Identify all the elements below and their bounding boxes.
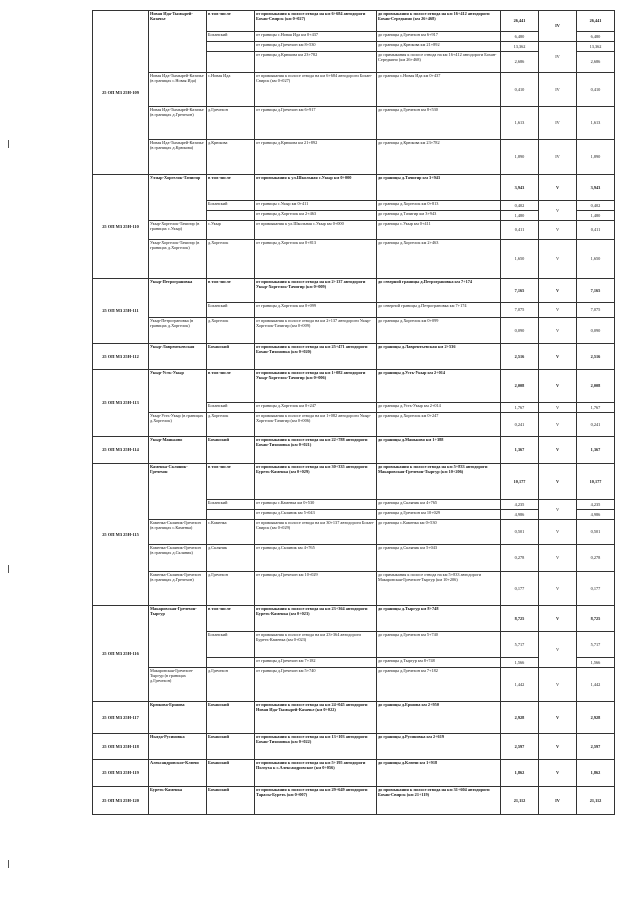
table-row	[93, 606, 615, 632]
road-category: V	[539, 201, 577, 221]
road-category: V	[539, 500, 577, 520]
road-to: до границы д.Тыргур км 8+748	[377, 658, 501, 668]
road-length-total: 0,501	[577, 520, 615, 545]
margin-mark	[8, 860, 9, 868]
road-code: 25 ОП МЗ 25Н-110	[93, 175, 149, 279]
road-length-total: 0,241	[577, 413, 615, 437]
road-length: 3,943	[501, 175, 539, 201]
road-length: 1,650	[501, 240, 539, 279]
road-from: от примыкания к полосе отвода на км 23+364 автодороги Буреть-Каменка (км 0+023)	[255, 632, 377, 658]
road-type: Боханский	[207, 702, 255, 734]
table-row	[93, 760, 615, 787]
road-length: 21,112	[501, 787, 539, 815]
road-to: до границы д.Гречехон км 8+530	[377, 107, 501, 140]
road-to: до границы д.Крюкова км 23+782	[377, 140, 501, 175]
road-to: до границы д.Гречехон км 5+740	[377, 632, 501, 658]
road-code: 25 ОП МЗ 25Н-116	[93, 606, 149, 702]
road-to: до границы д.Тыргур км 8+748	[377, 606, 501, 632]
table-row	[93, 702, 615, 734]
road-to: до границы д.Хоргелок км 2+463	[377, 240, 501, 279]
road-category: V	[539, 303, 577, 318]
road-to: до примыкания к полосе отвода на км 5+833 автодороги Макаровская-Гречехон-Тыргур (км 10+206)	[377, 464, 501, 500]
roads-table	[92, 10, 615, 815]
table-row	[93, 413, 615, 437]
road-length-total: 1,650	[577, 240, 615, 279]
road-length: 1,442	[501, 668, 539, 702]
road-name: Каменка-Скляник-Гречехон (в границах д.Гречехон)	[149, 572, 207, 606]
road-from: от границы д.Хоргелок км 0+813	[255, 240, 377, 279]
road-code: 25 ОП МЗ 25Н-115	[93, 464, 149, 606]
road-name: Укыр-Хоргелок-Тачигир (в границах д.Хоргелок)	[149, 240, 207, 279]
road-from: от примыкания к полосе отвода на км 22+788 автодороги Бохан-Тихоновка (км 0+021)	[255, 437, 377, 464]
road-to: до границы д.Ключи км 1+918	[377, 760, 501, 787]
road-name: Каменка-Скляник-Гречехон (в границах д.Скляник)	[149, 545, 207, 572]
road-to: до границы д.Гречехон км 6+917	[377, 32, 501, 42]
table-row	[93, 787, 615, 815]
road-length: 1,367	[501, 437, 539, 464]
road-from: от границы д.Хоргелок км 0+099	[255, 303, 377, 318]
road-length-total: 0,410	[577, 73, 615, 107]
road-length: 0,411	[501, 221, 539, 240]
road-to: до границы д.Маньково км 1+388	[377, 437, 501, 464]
road-type	[207, 658, 255, 668]
road-length: 1,566	[501, 658, 539, 668]
road-to: до границы д.Гречехон км 10+029	[377, 510, 501, 520]
road-category: V	[539, 632, 577, 668]
road-from: от границы д.Крюкова км 21+892	[255, 140, 377, 175]
road-category: V	[539, 606, 577, 632]
road-category: V	[539, 413, 577, 437]
road-to: до примыкания к полосе отвода на км 31+604 автодороги Бохан-Свирск (км 21+119)	[377, 787, 501, 815]
road-name: Новая Ида-Тымырей-Казачье (в границах с.Новая Ида)	[149, 73, 207, 107]
road-from: от примыкания к полосе отвода на км 2+137 автодороги Укыр-Хоргелок-Тачигир (км 0+009)	[255, 279, 377, 303]
road-to: до границы д.Ершова км 2+950	[377, 702, 501, 734]
road-from: от примыкания к полосе отвода на км 6+684 автодороги Бохан-Свирск (км 0+027)	[255, 73, 377, 107]
road-length: 1,862	[501, 760, 539, 787]
road-length-total: 4,235	[577, 500, 615, 510]
road-length: 7,165	[501, 279, 539, 303]
road-length-total: 3,943	[577, 175, 615, 201]
road-code: 25 ОП МЗ 25Н-118	[93, 734, 149, 760]
road-type: д.Крюкова	[207, 140, 255, 175]
table-row	[93, 318, 615, 344]
road-length: 1,613	[501, 107, 539, 140]
road-from: от границы д.Гречехон км 5+740	[255, 668, 377, 702]
road-to: до границы д.Хоргелок км 0+099	[377, 318, 501, 344]
road-type: Боханский	[207, 734, 255, 760]
road-from: от границы д.Хоргелок км 2+463	[255, 211, 377, 221]
table-row	[93, 11, 615, 32]
road-type	[207, 510, 255, 520]
road-length-total: 6,480	[577, 32, 615, 42]
table-row	[93, 279, 615, 303]
road-type: Боханский	[207, 32, 255, 42]
road-category: V	[539, 240, 577, 279]
road-from: от примыкания к полосе отвода на км 2+137 автодороги Укыр-Хоргелок-Тачигир (км 0+009)	[255, 318, 377, 344]
road-to: до границы д.Усть-Укыр км 2+014	[377, 370, 501, 403]
road-name: Укыр-Петрограновка (в границах д.Хоргелок)	[149, 318, 207, 344]
table-row	[93, 73, 615, 107]
road-to: до северной границы д.Петрограновка км 7+174	[377, 303, 501, 318]
road-to: до границы д.Скляник км 5+043	[377, 545, 501, 572]
road-from: от границы д.Гречехон км 7+182	[255, 658, 377, 668]
road-length: 8,725	[501, 606, 539, 632]
road-to: до границы с.Новая Ида км 0+437	[377, 73, 501, 107]
road-length: 4,235	[501, 500, 539, 510]
road-length: 7,075	[501, 303, 539, 318]
road-type: д.Гречехон	[207, 107, 255, 140]
road-to: до границы д.Крюкова км 21+892	[377, 42, 501, 52]
road-name: Укыр-Маньково	[149, 437, 207, 464]
road-from: от границы с.Каменка км 0+530	[255, 500, 377, 510]
road-length-total: 0,402	[577, 201, 615, 211]
road-type: д.Гречехон	[207, 668, 255, 702]
road-type: д.Скляник	[207, 545, 255, 572]
road-type: с.Укыр	[207, 221, 255, 240]
road-length: 0,278	[501, 545, 539, 572]
road-name: Ныгда-Русиновка	[149, 734, 207, 760]
table-row	[93, 437, 615, 464]
road-name: Новая Ида-Тымырей-Казачье (в границах д.Крюкова)	[149, 140, 207, 175]
road-length-total: 2,597	[577, 734, 615, 760]
road-length: 1,890	[501, 140, 539, 175]
margin-mark	[8, 565, 9, 573]
road-category: V	[539, 668, 577, 702]
road-category: V	[539, 760, 577, 787]
table-row	[93, 107, 615, 140]
road-from: от примыкания к ул.Школьная с.Укыр км 0+000	[255, 175, 377, 201]
road-type	[207, 211, 255, 221]
road-to: до примыкания к полосе отвода на км 16+412 автодороги Бохан-Середкино (км 26+468)	[377, 11, 501, 32]
road-length-total: 1,767	[577, 403, 615, 413]
road-type: Боханский	[207, 787, 255, 815]
road-from: от примыкания к полосе отвода на км 30+137 автодороги Бохан-Свирск (км 0+029)	[255, 520, 377, 545]
document-page	[92, 10, 614, 815]
road-from: от примыкания к полосе отвода на км 13+103 автодороги Бохан-Тихоновка (км 0+022)	[255, 734, 377, 760]
road-to: до границы с.Укыр км 0+411	[377, 221, 501, 240]
roads-table-body	[93, 11, 615, 815]
road-length-total: 8,725	[577, 606, 615, 632]
road-type: д.Хоргелок	[207, 413, 255, 437]
road-category: V	[539, 520, 577, 545]
road-to: до примыкания к полосе отвода на км 5+833 автодороги Макаровская-Гречехон-Тыргур (км 10+206)	[377, 572, 501, 606]
table-row	[93, 175, 615, 201]
road-length: 0,402	[501, 201, 539, 211]
road-length: 1,767	[501, 403, 539, 413]
road-type: Боханский	[207, 632, 255, 658]
road-name: Новая Ида-Тымырей-Казачье (в границах д.Гречехон)	[149, 107, 207, 140]
table-row	[93, 545, 615, 572]
road-length-total: 0,411	[577, 221, 615, 240]
road-code: 25 ОП МЗ 25Н-111	[93, 279, 149, 344]
road-from: от границы д.Крюкова км 23+782	[255, 52, 377, 73]
road-category: V	[539, 403, 577, 413]
road-length: 0,501	[501, 520, 539, 545]
table-row	[93, 221, 615, 240]
road-length-total: 2,516	[577, 344, 615, 370]
road-length-total: 1,442	[577, 668, 615, 702]
road-from: от границы с.Укыр км 0+411	[255, 201, 377, 211]
road-type: в том числе	[207, 175, 255, 201]
road-code: 25 ОП МЗ 25Н-119	[93, 760, 149, 787]
road-from: от границы д.Гречехон км 8+530	[255, 42, 377, 52]
road-code: 25 ОП МЗ 25Н-117	[93, 702, 149, 734]
road-length: 4,986	[501, 510, 539, 520]
road-length-total: 5,717	[577, 632, 615, 658]
road-length-total: 2,686	[577, 52, 615, 73]
road-to: до границы д.Гречехон км 7+182	[377, 668, 501, 702]
road-name: Улзыр-Хоргелок-Тачигир	[149, 175, 207, 221]
road-from: от примыкания к полосе отвода на км 23+364 автодороги Буреть-Каменка (км 0+023)	[255, 606, 377, 632]
road-length-total: 0,090	[577, 318, 615, 344]
road-from: от границы д.Гречехон км 10+029	[255, 572, 377, 606]
table-row	[93, 344, 615, 370]
road-name: Укыр-Усть-Укыр	[149, 370, 207, 413]
road-length-total: 2,008	[577, 370, 615, 403]
road-name: Укыр-Петрограновка	[149, 279, 207, 318]
road-to: до границы д.Хоргелок км 0+247	[377, 413, 501, 437]
road-to: до границы д.Тачигир км 3+943	[377, 211, 501, 221]
table-row	[93, 668, 615, 702]
road-length-total: 7,165	[577, 279, 615, 303]
road-length: 0,177	[501, 572, 539, 606]
road-from: от примыкания к полосе отвода на км 24+045 автодороги Новая Ида-Тымырей-Казачье (км 0+022)	[255, 702, 377, 734]
road-name: Укыр-Лаврентьевская	[149, 344, 207, 370]
road-length-total: 1,862	[577, 760, 615, 787]
road-from: от границы д.Гречехон км 6+917	[255, 107, 377, 140]
road-category: IV	[539, 787, 577, 815]
road-type: в том числе	[207, 464, 255, 500]
road-length-total: 26,441	[577, 11, 615, 32]
road-length-total: 2,928	[577, 702, 615, 734]
road-type: в том числе	[207, 606, 255, 632]
road-type: д.Хоргелок	[207, 318, 255, 344]
road-code: 25 ОП МЗ 25Н-109	[93, 11, 149, 175]
road-from: от примыкания к полосе отвода на км 25+471 автодороги Бохан-Тихоновка (км 0+020)	[255, 344, 377, 370]
road-from: от примыкания к полосе отвода на км 30+335 автодороги Буреть-Каменка (км 0+029)	[255, 464, 377, 500]
road-length: 2,516	[501, 344, 539, 370]
road-name: Новая Ида-Тымырей-Казачье	[149, 11, 207, 73]
road-category: IV	[539, 140, 577, 175]
table-row	[93, 572, 615, 606]
road-category: V	[539, 437, 577, 464]
road-from: от границы д.Хоргелок км 0+247	[255, 403, 377, 413]
road-to: до примыкания к полосе отвода на км 16+412 автодороги Бохан-Середкино (км 26+468)	[377, 52, 501, 73]
road-from: от границы д.Скляник км 5+043	[255, 510, 377, 520]
road-category: V	[539, 279, 577, 303]
road-name: Макаровская-Гречехон-Тыргур	[149, 606, 207, 668]
road-from: от примыкания к полосе отвода на км 6+684 автодороги Бохан-Свирск (км 0+027)	[255, 11, 377, 32]
road-type: Боханский	[207, 303, 255, 318]
road-name: Александровское-Ключи	[149, 760, 207, 787]
road-type: Боханский	[207, 760, 255, 787]
road-name: Каменка-Скляник-Гречехон (в границах с.Каменка)	[149, 520, 207, 545]
table-row	[93, 140, 615, 175]
road-length-total: 13,362	[577, 42, 615, 52]
road-type: Боханский	[207, 201, 255, 211]
road-length: 2,597	[501, 734, 539, 760]
road-from: от примыкания к ул.Школьная с.Укыр км 0+000	[255, 221, 377, 240]
margin-mark	[8, 140, 9, 148]
road-category: IV	[539, 11, 577, 42]
road-from: от примыкания к полосе отвода на км 1+082 автодороги Укыр-Хоргелок-Тачигир (км 0+006)	[255, 413, 377, 437]
road-to: до границы д.Хоргелок км 0+813	[377, 201, 501, 211]
road-name: Буреть-Каменка	[149, 787, 207, 815]
road-category: IV	[539, 73, 577, 107]
road-length-total: 0,278	[577, 545, 615, 572]
road-name: Макаровская-Гречехон-Тыргур (в границах д.Гречехон)	[149, 668, 207, 702]
road-category: IV	[539, 42, 577, 73]
road-name: Укыр-Хоргелок-Тачигир (в границах с.Укыр)	[149, 221, 207, 240]
road-category: V	[539, 175, 577, 201]
road-category: V	[539, 464, 577, 500]
road-type: д.Гречехон	[207, 572, 255, 606]
road-length: 2,686	[501, 52, 539, 73]
road-length-total: 7,075	[577, 303, 615, 318]
road-length: 2,008	[501, 370, 539, 403]
road-code: 25 ОП МЗ 25Н-120	[93, 787, 149, 815]
road-to: до северной границы д.Петрограновка км 7+174	[377, 279, 501, 303]
road-from: от примыкания к полосе отвода на км 1+082 автодороги Укыр-Хоргелок-Тачигир (км 0+006)	[255, 370, 377, 403]
road-length: 2,928	[501, 702, 539, 734]
road-type: в том числе	[207, 279, 255, 303]
road-type: с.Новая Ида	[207, 73, 255, 107]
road-name: Крюкова-Ершова	[149, 702, 207, 734]
road-length-total: 10,177	[577, 464, 615, 500]
road-to: до границы с.Каменка км 0+530	[377, 520, 501, 545]
road-length-total: 0,177	[577, 572, 615, 606]
road-category: V	[539, 572, 577, 606]
road-length: 0,090	[501, 318, 539, 344]
road-code: 25 ОП МЗ 25Н-113	[93, 370, 149, 437]
road-name: Укыр-Усть-Укыр (в границах д.Хоргелок)	[149, 413, 207, 437]
road-length-total: 1,613	[577, 107, 615, 140]
road-from: от примыкания к полосе отвода на км 5+195 автодороги Ползуха к с.Александровское (км 0+056)	[255, 760, 377, 787]
table-row	[93, 240, 615, 279]
road-category: V	[539, 702, 577, 734]
road-category: V	[539, 545, 577, 572]
road-from: от границы д.Скляник км 4+765	[255, 545, 377, 572]
road-category: V	[539, 370, 577, 403]
road-category: V	[539, 344, 577, 370]
road-to: до границы д.Усть-Укыр км 2+014	[377, 403, 501, 413]
road-length: 1,480	[501, 211, 539, 221]
road-type: Боханский	[207, 437, 255, 464]
table-row	[93, 464, 615, 500]
road-name: Каменка-Скляник-Гречехон	[149, 464, 207, 520]
road-type	[207, 52, 255, 73]
road-length-total: 1,566	[577, 658, 615, 668]
road-length: 10,177	[501, 464, 539, 500]
road-from: от примыкания к полосе отвода на км 29+649 автодороги Тарасы-Буреть (км 0+007)	[255, 787, 377, 815]
road-category: V	[539, 318, 577, 344]
road-type: Боханский	[207, 344, 255, 370]
road-type: д.Хоргелок	[207, 240, 255, 279]
road-length-total: 21,112	[577, 787, 615, 815]
table-row	[93, 734, 615, 760]
table-row	[93, 370, 615, 403]
road-length: 5,717	[501, 632, 539, 658]
road-length-total: 1,890	[577, 140, 615, 175]
road-length: 6,480	[501, 32, 539, 42]
road-to: до границы д.Тачигир км 3+943	[377, 175, 501, 201]
road-length-total: 1,480	[577, 211, 615, 221]
road-type: Боханский	[207, 500, 255, 510]
table-row	[93, 520, 615, 545]
road-code: 25 ОП МЗ 25Н-114	[93, 437, 149, 464]
road-to: до границы д.Русиновка км 2+619	[377, 734, 501, 760]
road-from: от границы с.Новая Ида км 0+437	[255, 32, 377, 42]
road-to: до границы д.Лаврентьевская км 2+536	[377, 344, 501, 370]
road-length-total: 4,986	[577, 510, 615, 520]
road-length-total: 1,367	[577, 437, 615, 464]
road-length: 0,410	[501, 73, 539, 107]
road-type	[207, 42, 255, 52]
road-category: V	[539, 221, 577, 240]
road-category: IV	[539, 107, 577, 140]
road-category: V	[539, 734, 577, 760]
road-to: до границы д.Скляник км 4+765	[377, 500, 501, 510]
road-type: в том числе	[207, 11, 255, 32]
road-type: Боханский	[207, 403, 255, 413]
road-length: 13,362	[501, 42, 539, 52]
road-type: в том числе	[207, 370, 255, 403]
road-code: 25 ОП МЗ 25Н-112	[93, 344, 149, 370]
road-type: с.Каменка	[207, 520, 255, 545]
road-length: 26,441	[501, 11, 539, 32]
road-length: 0,241	[501, 413, 539, 437]
